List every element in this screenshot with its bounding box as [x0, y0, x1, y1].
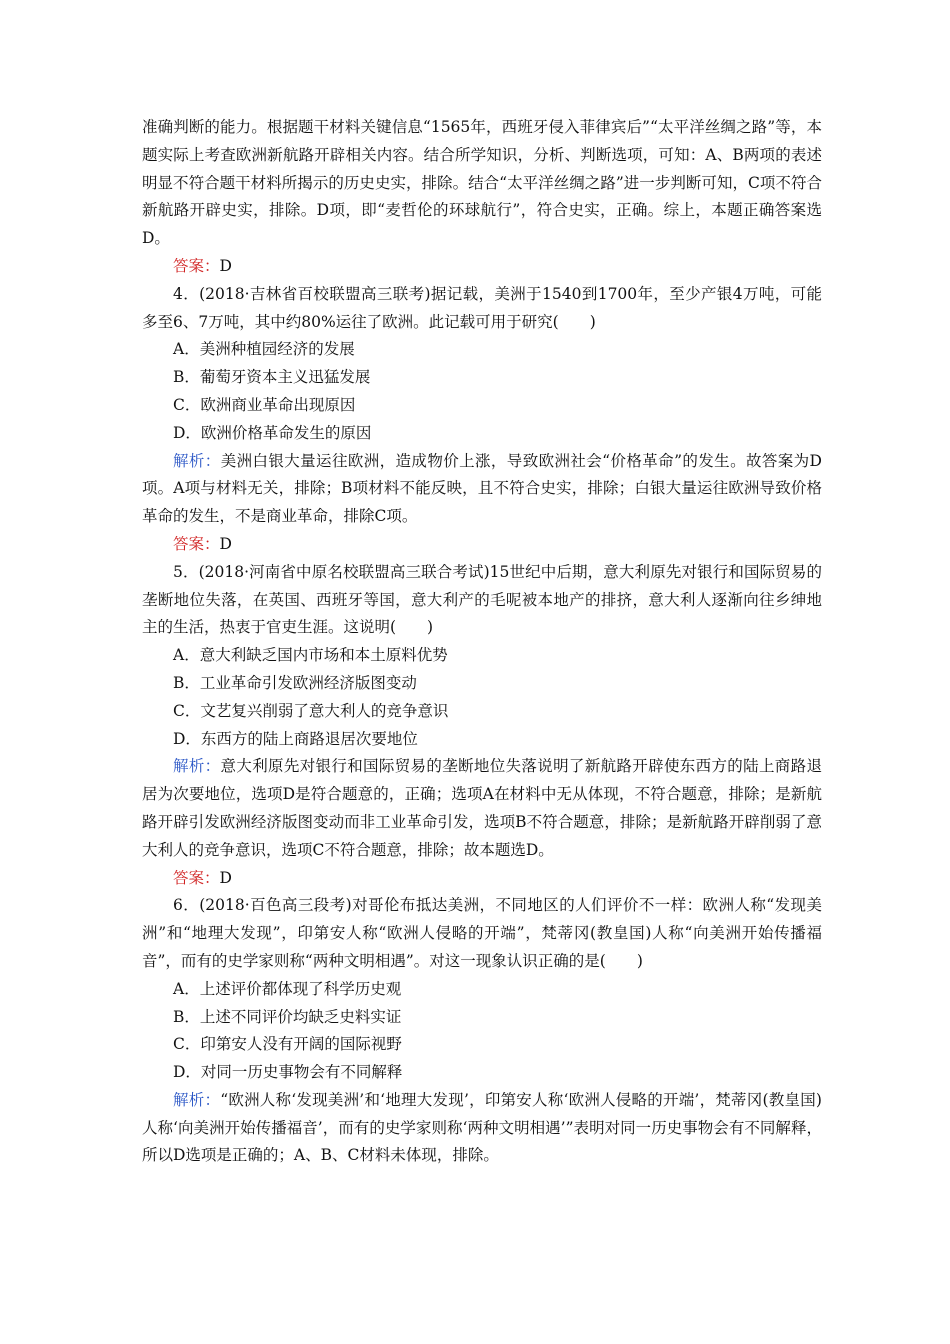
answer-value: D — [219, 868, 232, 887]
answer-value: D — [219, 534, 232, 553]
analysis-q5 — [142, 753, 822, 864]
question-stem-5: 5．(2018·河南省中原名校联盟高三联合考试)15世纪中后期，意大利原先对银行和国际贸易的垄断地位失落，在英国、西班牙等国，意大利产的毛呢被本地产的排挤，意大利人逐渐向往乡绅地主的生活，热衷于官吏生涯。这说明( ) — [142, 562, 822, 637]
option-6a: A．上述评价都体现了科学历史观 — [173, 979, 402, 998]
option-4a: A．美洲种植园经济的发展 — [173, 340, 355, 359]
question-stem-4: 4．(2018·吉林省百校联盟高三联考)据记载，美洲于1540到1700年，至少产银4万吨，可能多至6、7万吨，其中约80%运往了欧洲。此记载可用于研究( ) — [142, 284, 822, 331]
option-6d: D．对同一历史事物会有不同解释 — [173, 1063, 403, 1082]
document-page — [142, 114, 822, 1170]
option-6c: C．印第安人没有开阔的国际视野 — [173, 1035, 402, 1054]
option-4c: C．欧洲商业革命出现原因 — [173, 395, 356, 414]
answer-line-q5 — [142, 865, 822, 893]
option-4b: B．葡萄牙资本主义迅猛发展 — [173, 368, 371, 387]
option-4d: D．欧洲价格革命发生的原因 — [173, 423, 372, 442]
analysis-label: 解析： — [173, 1090, 221, 1109]
option-6b: B．上述不同评价均缺乏史料实证 — [173, 1007, 402, 1026]
option-5b: B．工业革命引发欧洲经济版图变动 — [173, 673, 417, 692]
answer-label: 答案： — [173, 256, 220, 275]
answer-line-q3 — [142, 253, 822, 281]
analysis-text: 意大利原先对银行和国际贸易的垄断地位失落说明了新航路开辟使东西方的陆上商路退居为次要地位，选项D是符合题意的，正确；选项A在材料中无从体现，不符合题意，排除；是新航路开辟引发欧洲经济版图变动而非工业革命引发，选项B不符合题意，排除；是新航路开辟削弱了意大利人的竞争意识，选项C不符合题意，排除；故本题选D。 — [142, 757, 822, 859]
option-5d: D．东西方的陆上商路退居次要地位 — [173, 729, 418, 748]
analysis-q4 — [142, 448, 822, 531]
analysis-text: “欧洲人称‘发现美洲’和‘地理大发现’，印第安人称‘欧洲人侵略的开端’，梵蒂冈(教皇国)人称‘向美洲开始传播福音’，而有的史学家则称‘两种文明相遇’”表明对同一历史事物会有不同解释，所以D选项是正确的；A、B、C材料未体现，排除。 — [142, 1090, 822, 1165]
option-5a: A．意大利缺乏国内市场和本土原料优势 — [173, 646, 448, 665]
question-stem-6: 6．(2018·百色高三段考)对哥伦布抵达美洲，不同地区的人们评价不一样：欧洲人称“发现美洲”和“地理大发现”，印第安人称“欧洲人侵略的开端”，梵蒂冈(教皇国)人称“向美洲开始传播福音”，而有的史学家则称“两种文明相遇”。对这一现象认识正确的是( ) — [142, 896, 822, 970]
analysis-text: 美洲白银大量运往欧洲，造成物价上涨，导致欧洲社会“价格革命”的发生。故答案为D项。A项与材料无关，排除；B项材料不能反映，且不符合史实，排除；白银大量运往欧洲导致价格革命的发生，不是商业革命，排除C项。 — [142, 451, 822, 526]
analysis-label: 解析： — [173, 451, 221, 470]
option-5c: C．文艺复兴削弱了意大利人的竞争意识 — [173, 701, 449, 720]
answer-label: 答案： — [173, 534, 220, 553]
answer-value: D — [219, 256, 232, 275]
analysis-q6 — [142, 1087, 822, 1170]
answer-label: 答案： — [173, 868, 220, 887]
analysis-label: 解析： — [173, 757, 221, 776]
analysis-text-q3: 准确判断的能力。根据题干材料关键信息“1565年，西班牙侵入菲律宾后”“太平洋丝绸之路”等，本题实际上考查欧洲新航路开辟相关内容。结合所学知识，分析、判断选项，可知：A、B两项的表述明显不符合题干材料所揭示的历史史实，排除。结合“太平洋丝绸之路”进一步判断可知，C项不符合新航路开辟史实，排除。D项，即“麦哲伦的环球航行”，符合史实，正确。综上，本题正确答案选D。 — [142, 118, 822, 248]
answer-line-q4 — [142, 531, 822, 559]
